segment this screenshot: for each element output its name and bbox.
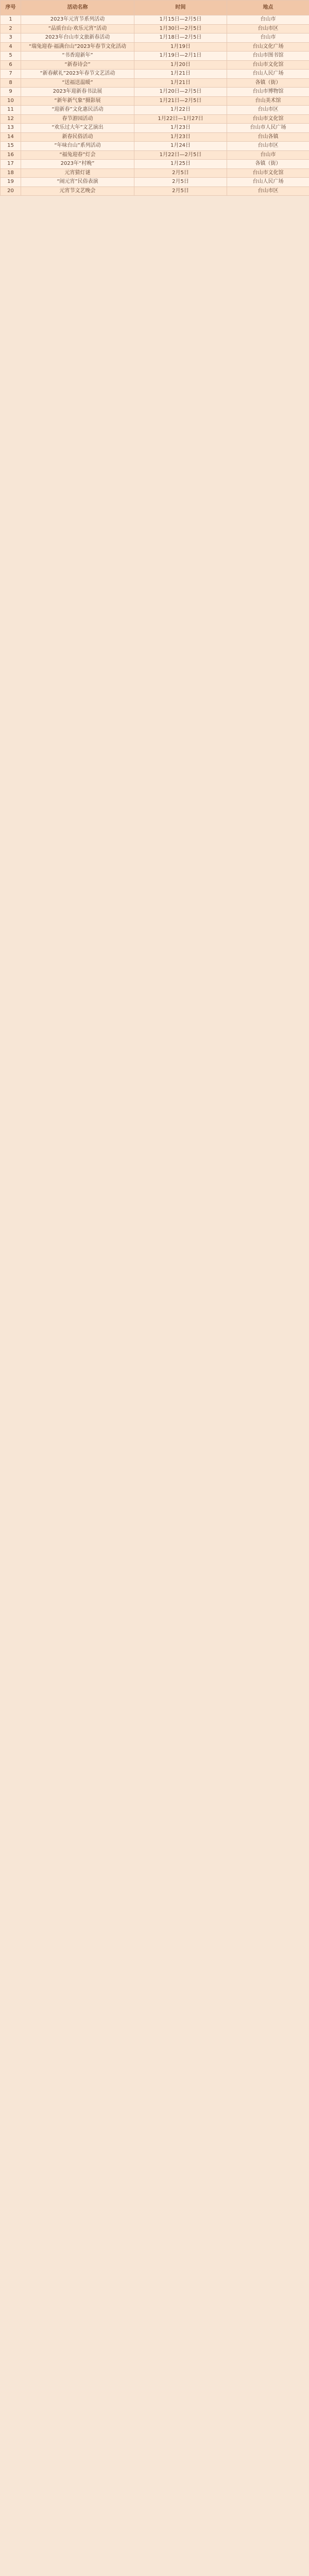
cell-place: 台山市区 bbox=[227, 142, 309, 151]
cell-time: 1月23日 bbox=[134, 124, 227, 133]
table-row bbox=[1, 15, 309, 25]
cell-time: 2月5日 bbox=[134, 168, 227, 178]
table-header-row bbox=[1, 1, 309, 15]
cell-no: 2 bbox=[1, 24, 21, 33]
cell-time: 1月30日—2月5日 bbox=[134, 24, 227, 33]
cell-place: 台山市区 bbox=[227, 24, 309, 33]
cell-place: 台山市文化馆 bbox=[227, 168, 309, 178]
cell-no: 18 bbox=[1, 168, 21, 178]
cell-name: 2023年台山市文旅新春活动 bbox=[21, 33, 134, 43]
cell-name: 2023年“村晚” bbox=[21, 160, 134, 169]
cell-time: 1月19日 bbox=[134, 42, 227, 52]
table-row bbox=[1, 132, 309, 142]
cell-no: 11 bbox=[1, 106, 21, 115]
cell-name: “书香迎新年” bbox=[21, 52, 134, 61]
table-body bbox=[1, 15, 309, 196]
cell-no: 8 bbox=[1, 78, 21, 88]
cell-time: 1月23日 bbox=[134, 132, 227, 142]
header-no: 序号 bbox=[1, 1, 21, 15]
cell-no: 13 bbox=[1, 124, 21, 133]
table-row bbox=[1, 160, 309, 169]
cell-name: “新春诗会” bbox=[21, 60, 134, 70]
cell-place: 台山市博物馆 bbox=[227, 88, 309, 97]
cell-name: “新春献礼”2023年春节文艺活动 bbox=[21, 70, 134, 79]
cell-time: 1月21日—2月5日 bbox=[134, 96, 227, 106]
cell-place: 台山人民广场 bbox=[227, 178, 309, 187]
cell-place: 台山市区 bbox=[227, 106, 309, 115]
cell-no: 5 bbox=[1, 52, 21, 61]
cell-no: 4 bbox=[1, 42, 21, 52]
cell-place: 台山人民广场 bbox=[227, 70, 309, 79]
cell-time: 1月25日 bbox=[134, 160, 227, 169]
cell-name: “送福送温暖” bbox=[21, 78, 134, 88]
cell-no: 9 bbox=[1, 88, 21, 97]
cell-no: 14 bbox=[1, 132, 21, 142]
table-row bbox=[1, 96, 309, 106]
cell-time: 1月20日 bbox=[134, 60, 227, 70]
table-row bbox=[1, 124, 309, 133]
table-row bbox=[1, 52, 309, 61]
cell-name: “品质台山·欢乐元宵”活动 bbox=[21, 24, 134, 33]
table-row bbox=[1, 70, 309, 79]
cell-no: 3 bbox=[1, 33, 21, 43]
cell-time: 1月24日 bbox=[134, 142, 227, 151]
table-row bbox=[1, 33, 309, 43]
cell-no: 10 bbox=[1, 96, 21, 106]
header-name: 活动名称 bbox=[21, 1, 134, 15]
table-row bbox=[1, 24, 309, 33]
cell-no: 16 bbox=[1, 150, 21, 160]
cell-no: 19 bbox=[1, 178, 21, 187]
cell-no: 17 bbox=[1, 160, 21, 169]
cell-place: 台山市 bbox=[227, 33, 309, 43]
cell-time: 2月5日 bbox=[134, 178, 227, 187]
cell-no: 15 bbox=[1, 142, 21, 151]
cell-name: 2023年迎新春书法展 bbox=[21, 88, 134, 97]
cell-no: 6 bbox=[1, 60, 21, 70]
cell-time: 1月21日 bbox=[134, 70, 227, 79]
activity-table bbox=[0, 0, 309, 196]
cell-name: “迎新春”文化惠民活动 bbox=[21, 106, 134, 115]
cell-name: “瑞兔迎春·福满台山”2023年春节文化活动 bbox=[21, 42, 134, 52]
cell-name: “年味台山”系列活动 bbox=[21, 142, 134, 151]
table-row bbox=[1, 150, 309, 160]
cell-place: 台山美术馆 bbox=[227, 96, 309, 106]
cell-time: 2月5日 bbox=[134, 187, 227, 196]
table-row bbox=[1, 142, 309, 151]
cell-name: “欢乐过大年”文艺演出 bbox=[21, 124, 134, 133]
cell-place: 台山市区 bbox=[227, 187, 309, 196]
cell-name: “闹元宵”民俗表演 bbox=[21, 178, 134, 187]
cell-place: 台山文化广场 bbox=[227, 42, 309, 52]
cell-time: 1月15日—2月5日 bbox=[134, 15, 227, 25]
cell-no: 20 bbox=[1, 187, 21, 196]
header-place: 地点 bbox=[227, 1, 309, 15]
cell-time: 1月21日 bbox=[134, 78, 227, 88]
table-row bbox=[1, 78, 309, 88]
cell-name: 元宵猜灯谜 bbox=[21, 168, 134, 178]
cell-time: 1月22日—2月5日 bbox=[134, 150, 227, 160]
cell-name: 元宵节文艺晚会 bbox=[21, 187, 134, 196]
cell-place: 台山各镇 bbox=[227, 132, 309, 142]
cell-no: 7 bbox=[1, 70, 21, 79]
table-row bbox=[1, 178, 309, 187]
cell-place: 台山市文化馆 bbox=[227, 60, 309, 70]
cell-place: 台山市图书馆 bbox=[227, 52, 309, 61]
header-time: 时间 bbox=[134, 1, 227, 15]
cell-place: 各镇（街） bbox=[227, 160, 309, 169]
cell-place: 台山市文化馆 bbox=[227, 114, 309, 124]
table-row bbox=[1, 114, 309, 124]
table-row bbox=[1, 187, 309, 196]
table-row bbox=[1, 88, 309, 97]
cell-name: 春节游园活动 bbox=[21, 114, 134, 124]
cell-place: 各镇（街） bbox=[227, 78, 309, 88]
cell-time: 1月22日 bbox=[134, 106, 227, 115]
table-row bbox=[1, 60, 309, 70]
cell-no: 1 bbox=[1, 15, 21, 25]
cell-time: 1月20日—2月5日 bbox=[134, 88, 227, 97]
cell-no: 12 bbox=[1, 114, 21, 124]
cell-name: “新年新气象”摄影展 bbox=[21, 96, 134, 106]
cell-time: 1月22日—1月27日 bbox=[134, 114, 227, 124]
page bbox=[0, 0, 309, 196]
table-row bbox=[1, 42, 309, 52]
cell-place: 台山市 bbox=[227, 150, 309, 160]
cell-place: 台山市人民广场 bbox=[227, 124, 309, 133]
table-row bbox=[1, 168, 309, 178]
cell-time: 1月18日—2月5日 bbox=[134, 33, 227, 43]
cell-name: “福兔迎春”灯会 bbox=[21, 150, 134, 160]
table-row bbox=[1, 106, 309, 115]
cell-time: 1月19日—2月1日 bbox=[134, 52, 227, 61]
cell-place: 台山市 bbox=[227, 15, 309, 25]
cell-name: 新春民俗活动 bbox=[21, 132, 134, 142]
cell-name: 2023年元宵节系列活动 bbox=[21, 15, 134, 25]
